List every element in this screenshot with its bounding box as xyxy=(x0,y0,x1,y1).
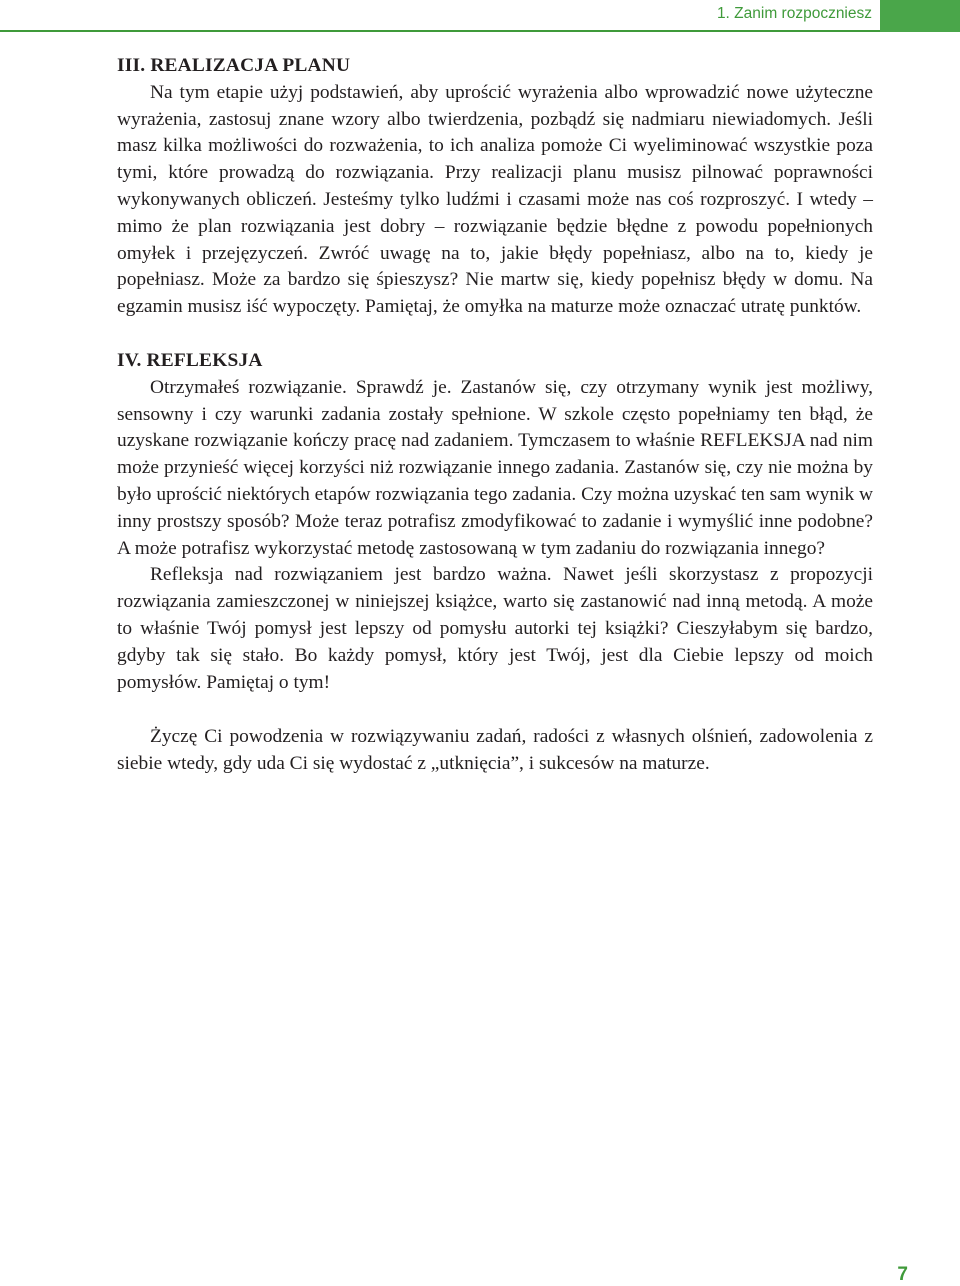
closing-paragraph: Życzę Ci powodzenia w rozwiązywaniu zadań, radości z własnych olśnień, zadowolenia z siebie wtedy, gdy uda Ci się wydostać z „utknięcia”, i sukcesów na maturze. xyxy=(117,726,873,775)
running-header xyxy=(0,0,960,32)
section-heading-realizacja: III. REALIZACJA PLANU xyxy=(117,55,351,76)
section-heading-refleksja: IV. REFLEKSJA xyxy=(117,349,263,371)
section-paragraph-realizacja: Na tym etapie użyj podstawień, aby uprościć wyrażenia albo wprowadzić nowe użyteczne wyrażenia, zastosuj znane wzory albo twierdzenia, pozbądź się nadmiaru niewiadomych. Jeśli masz kilka możliwości do rozważenia, to ich analiza pomoże Ci wyeliminować wszystkie poza tymi, które prowadzą do rozwiązania. Przy realizacji planu musisz pilnować poprawności wykonywanych obliczeń. Jesteśmy tylko ludźmi i czasami może nas coś rozproszyć. I wtedy – mimo że plan rozwiązania jest dobry – rozwiązanie będzie błędne z powodu popełnionych omyłek i przejęzyczeń. Zwróć uwagę na to, jakie błędy popełniasz, albo na to, kiedy je popełniasz. Może za bardzo się śpieszysz? Nie martw się, kiedy popełnisz błędy w domu. Na egzamin musisz iść wypoczęty. Pamiętaj, że omyłka na maturze może oznaczać utratę punktów. xyxy=(117,81,873,318)
section-paragraph-refleksja-1: Otrzymałeś rozwiązanie. Sprawdź je. Zastanów się, czy otrzymany wynik jest możliwy, sensowny i czy warunki zadania zostały spełnione. W szkole często popełniamy ten błąd, że uzyskane rozwiązanie kończy pracę nad zadaniem. Tymczasem to właśnie REFLEKSJA nad nim może przynieść więcej korzyści niż rozwiązanie innego zadania. Zastanów się, czy nie można by było uprościć niektórych etapów rozwiązania tego zadania. Czy można uzyskać ten sam wynik w inny prostszy sposób? Może teraz potrafisz zmodyfikować to zadanie i wymyślić inne podobne? A może potrafisz wykorzystać metodę zastosowaną w tym zadaniu do rozwiązania innego? xyxy=(117,376,873,559)
section-spacer xyxy=(117,321,873,348)
chapter-title: 1. Zanim rozpoczniesz xyxy=(716,5,872,22)
closing-spacer xyxy=(117,696,873,724)
page-number: 7 xyxy=(897,1264,908,1285)
page-body xyxy=(117,53,873,778)
section-paragraph-refleksja-2: Refleksja nad rozwiązaniem jest bardzo ważna. Nawet jeśli skorzystasz z propozycji rozwiązania zamieszczonej w niniejszej książce, warto się zastanowić nad inną metodą. A może to właśnie Twój pomysł jest lepszy od pomysłu autorki tej książki? Cieszyłabym się bardzo, gdyby tak się stało. Bo każdy pomysł, który jest Twój, jest dla Ciebie lepszy od moich pomysłów. Pamiętaj o tym! xyxy=(117,564,873,693)
chapter-tab xyxy=(880,0,960,32)
